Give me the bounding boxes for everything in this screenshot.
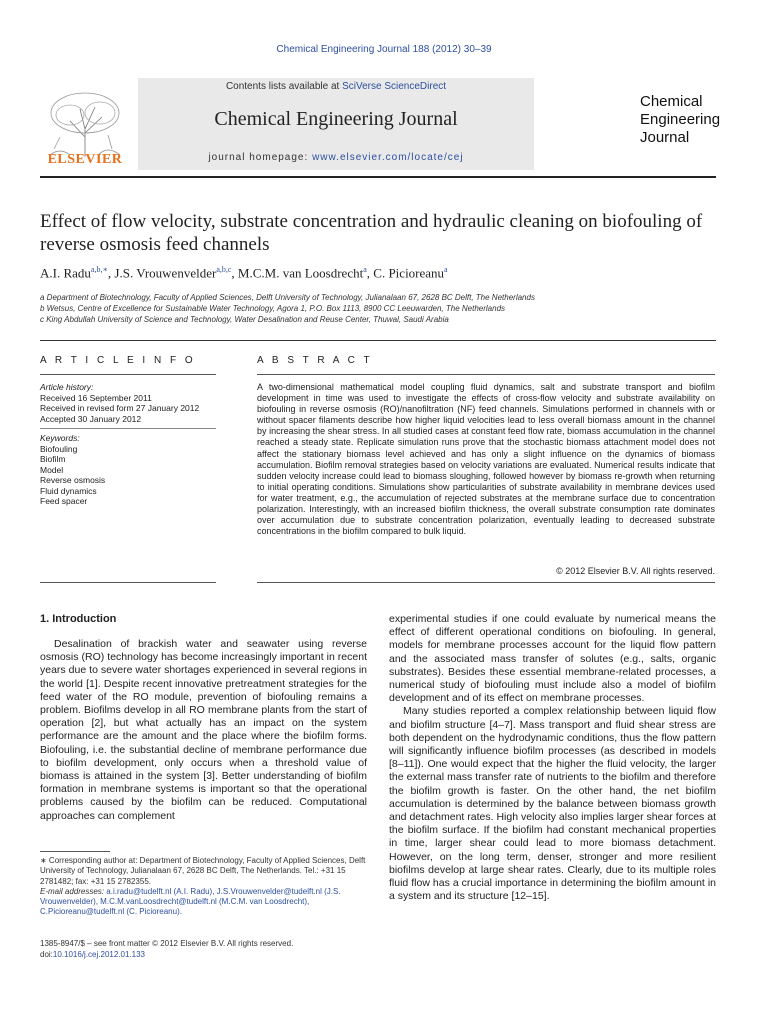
author-affil-marker[interactable]: a [444, 265, 448, 274]
keywords-label: Keywords: [40, 433, 80, 443]
history-item: Received in revised form 27 January 2012 [40, 403, 200, 413]
email-label: E-mail addresses: [40, 886, 105, 896]
cover-title-line: Engineering [640, 111, 721, 128]
intro-paragraph: experimental studies if one could evaluate by numerical means the effect of different operational conditions on biofouling. In general, models for membrane processes account for the liquid flow pattern and the associated mass transfer of solutes (e.g., salts, organic substrates). Besides these essential membrane-related processes, a numerical study of biofouling must include also a model of biofilm development and of its effect on membrane processes. [389, 613, 716, 705]
doi-link[interactable]: 10.1016/j.cej.2012.01.133 [52, 950, 145, 959]
author-affil-marker[interactable]: a,b,∗ [90, 265, 108, 274]
history-label: Article history: [40, 382, 94, 392]
abstract-heading: A B S T R A C T [257, 355, 373, 366]
info-divider [40, 428, 216, 429]
intro-paragraph: Many studies reported a complex relationship between liquid flow and biofilm structure [4–7]. Mass transport and fluid shear stress are both dependent on the hydrodynamic conditions, thus the flow pattern will significantly influence biofilm processes (as described in models [8–11]). One would expect that the higher the fluid velocity, the larger the external mass transfer rate of nutrients to the biofilm and therefore the biofilm growth is faster. On the other hand, the net biofilm accumulation is determined by the balance between biomass growth and detachment rates. High velocity also implies larger shear forces at the biofilm surface. If the biofilm had constant mechanical properties in time, larger shear could lead to more biomass detachment. However, on the long term, denser, stronger and more resilient biofilms develop at large shear rates. Clearly, due to its multiple roles fluid flow has a crucial importance in determining the biofilm amount in a system and its structure [12–15]. [389, 705, 716, 903]
contents-prefix: Contents lists available at [225, 81, 343, 92]
info-bottom-rule [40, 582, 216, 583]
author: A.I. Radu [40, 265, 91, 281]
keyword: Feed spacer [40, 496, 88, 506]
history-item: Received 16 September 2011 [40, 392, 152, 403]
publisher-wordmark: ELSEVIER [47, 152, 123, 167]
history-item: Accepted 30 January 2012 [40, 413, 142, 424]
homepage-link[interactable]: www.elsevier.com/locate/cej [312, 152, 464, 163]
abstract-body: A two-dimensional mathematical model coupling fluid dynamics, salt and substrate transport and biofilm development in time was used to investigate the effects of cross-flow velocity and substrate availability on biofouling in reverse osmosis (RO)/nanofiltration (NF) feed channels. Simulations performed in channels with or without spacer filaments describe how higher liquid velocities lead to less overall biomass amount in the channel by increasing the shear stress. In all studied cases at constant feed flow rate, biomass accumulation in the channel reached a steady state. Replicate simulation runs prove that the stochastic biomass attachment model does not affect the stationary biomass level achieved and has only a slight influence on the dynamics of biomass accumulation. Biofilm removal strategies based on velocity variations are evaluated. Numerical results indicate that sudden velocity increase could lead to biomass sloughing, followed however by biomass re-growth when returning to initial operating conditions. Simulations show particularities of substrate availability in membrane devices used for water treatment, e.g., the accumulation of rejected substrates at the membrane surface due to concentration polarization. Interestingly, with an increased biofilm thickness, the overall substrate consumption rate dominates over accumulation due to substrate concentration polarization, eventually leading to decreased substrate concentrations in the biofilm compared to bulk liquid. [257, 382, 715, 537]
author-list: A.I. Radu$^{a,b,∗}$, J.S. Vrouwenvelder$^{a,b,c}$, M.C.M. van Loosdrecht$^a$, C. Picioreanu$^a$ [40, 265, 448, 281]
affiliation: b Wetsus, Centre of Excellence for Sustainable Water Technology, Agora 1, P.O. Box 1113, 8900 CC Leeuwarden, The Netherlands [40, 304, 506, 313]
cover-title-line: Chemical [640, 93, 703, 110]
email-list[interactable]: a.i.radu@tudelft.nl (A.I. Radu), J.S.Vrouwenvelder@tudelft.nl (J.S. Vrouwenvelder), M.C.M.vanLoosdrecht@tudelft.nl (M.C.M. van Loosdrecht), C.Picioreanu@tudelft.nl (C. Picioreanu). [40, 886, 341, 917]
header-rule [40, 176, 716, 178]
abstract-bottom-rule [257, 582, 715, 583]
intro-left-column [40, 638, 367, 823]
corresponding-author-note: ∗ Corresponding author at: Department of Biotechnology, Faculty of Applied Sciences, Delft University of Technology, Julianalaan 67, 2628 BC Delft, The Netherlands. Tel.: +31 15 2781482; fax: +31 15 2782355. [40, 856, 366, 886]
author-affil-marker[interactable]: a [363, 265, 367, 274]
email-note [40, 887, 367, 918]
affiliation: a Department of Biotechnology, Faculty of Applied Sciences, Delft University of Technology, Julianalaan 67, 2628 BC Delft, The Netherlands [40, 293, 535, 302]
author: C. Picioreanu [373, 265, 445, 281]
homepage-prefix: journal homepage: [208, 152, 313, 163]
author: J.S. Vrouwenvelder [114, 265, 217, 281]
section-heading-introduction: 1. Introduction [40, 613, 117, 625]
intro-right-column [389, 613, 716, 903]
issn-line: 1385-8947/$ – see front matter © 2012 Elsevier B.V. All rights reserved. [40, 939, 294, 948]
homepage-line [138, 152, 534, 163]
article-info [40, 382, 216, 507]
article-info-rule [40, 374, 216, 375]
doi-line [40, 949, 367, 960]
paper-title: Effect of flow velocity, substrate concentration and hydraulic cleaning on biofouling of reverse osmosis feed channels [40, 211, 703, 255]
doi-prefix: doi: [40, 950, 53, 959]
article-info-heading: A R T I C L E I N F O [40, 355, 196, 366]
intro-paragraph: Desalination of brackish water and seawater using reverse osmosis (RO) technology has become increasingly important in recent years due to severe water shortages experienced in several regions in the world [1]. Despite recent innovative pretreatment strategies for the feed water of the RO module, prevention of biofouling remains a problem. Biofilms develop in all RO membrane plants from the start of operation [2], but what actually has an impact on the system performance are the amount and the place where the biofilm forms. Biofouling, i.e. the substantial decline of membrane performance due to biofilm development, only occurs when a threshold value of biomass is attained in the system [3]. Better understanding of biofilm formation in membrane systems is important so that the operational problems caused by the biofilm can be reduced. Computational approaches can complement [40, 638, 367, 822]
keyword: Biofilm [40, 454, 66, 464]
front-matter-info [40, 938, 367, 960]
abstract-rule [257, 374, 715, 375]
keyword: Reverse osmosis [40, 475, 106, 485]
author-affil-marker[interactable]: a,b,c [216, 265, 232, 274]
contents-line [138, 81, 534, 92]
journal-title-cover [640, 93, 750, 147]
sciencedirect-link[interactable]: SciVerse ScienceDirect [342, 81, 447, 92]
keyword: Biofouling [40, 443, 78, 454]
footnote [40, 856, 367, 918]
footnote-rule [40, 851, 110, 852]
abstract-copyright: © 2012 Elsevier B.V. All rights reserved. [556, 566, 715, 576]
affiliation: c King Abdullah University of Science and Technology, Water Desalination and Reuse Center, Thuwal, Saudi Arabia [40, 315, 449, 324]
title-rule [40, 340, 716, 341]
cover-title-line: Journal [640, 129, 690, 146]
journal-title: Chemical Engineering Journal [214, 108, 458, 130]
affiliations [40, 292, 716, 325]
author: M.C.M. van Loosdrecht [237, 265, 364, 281]
keyword: Model [40, 464, 64, 475]
journal-citation[interactable]: Chemical Engineering Journal 188 (2012) 30–39 [276, 44, 492, 55]
keyword: Fluid dynamics [40, 485, 97, 496]
